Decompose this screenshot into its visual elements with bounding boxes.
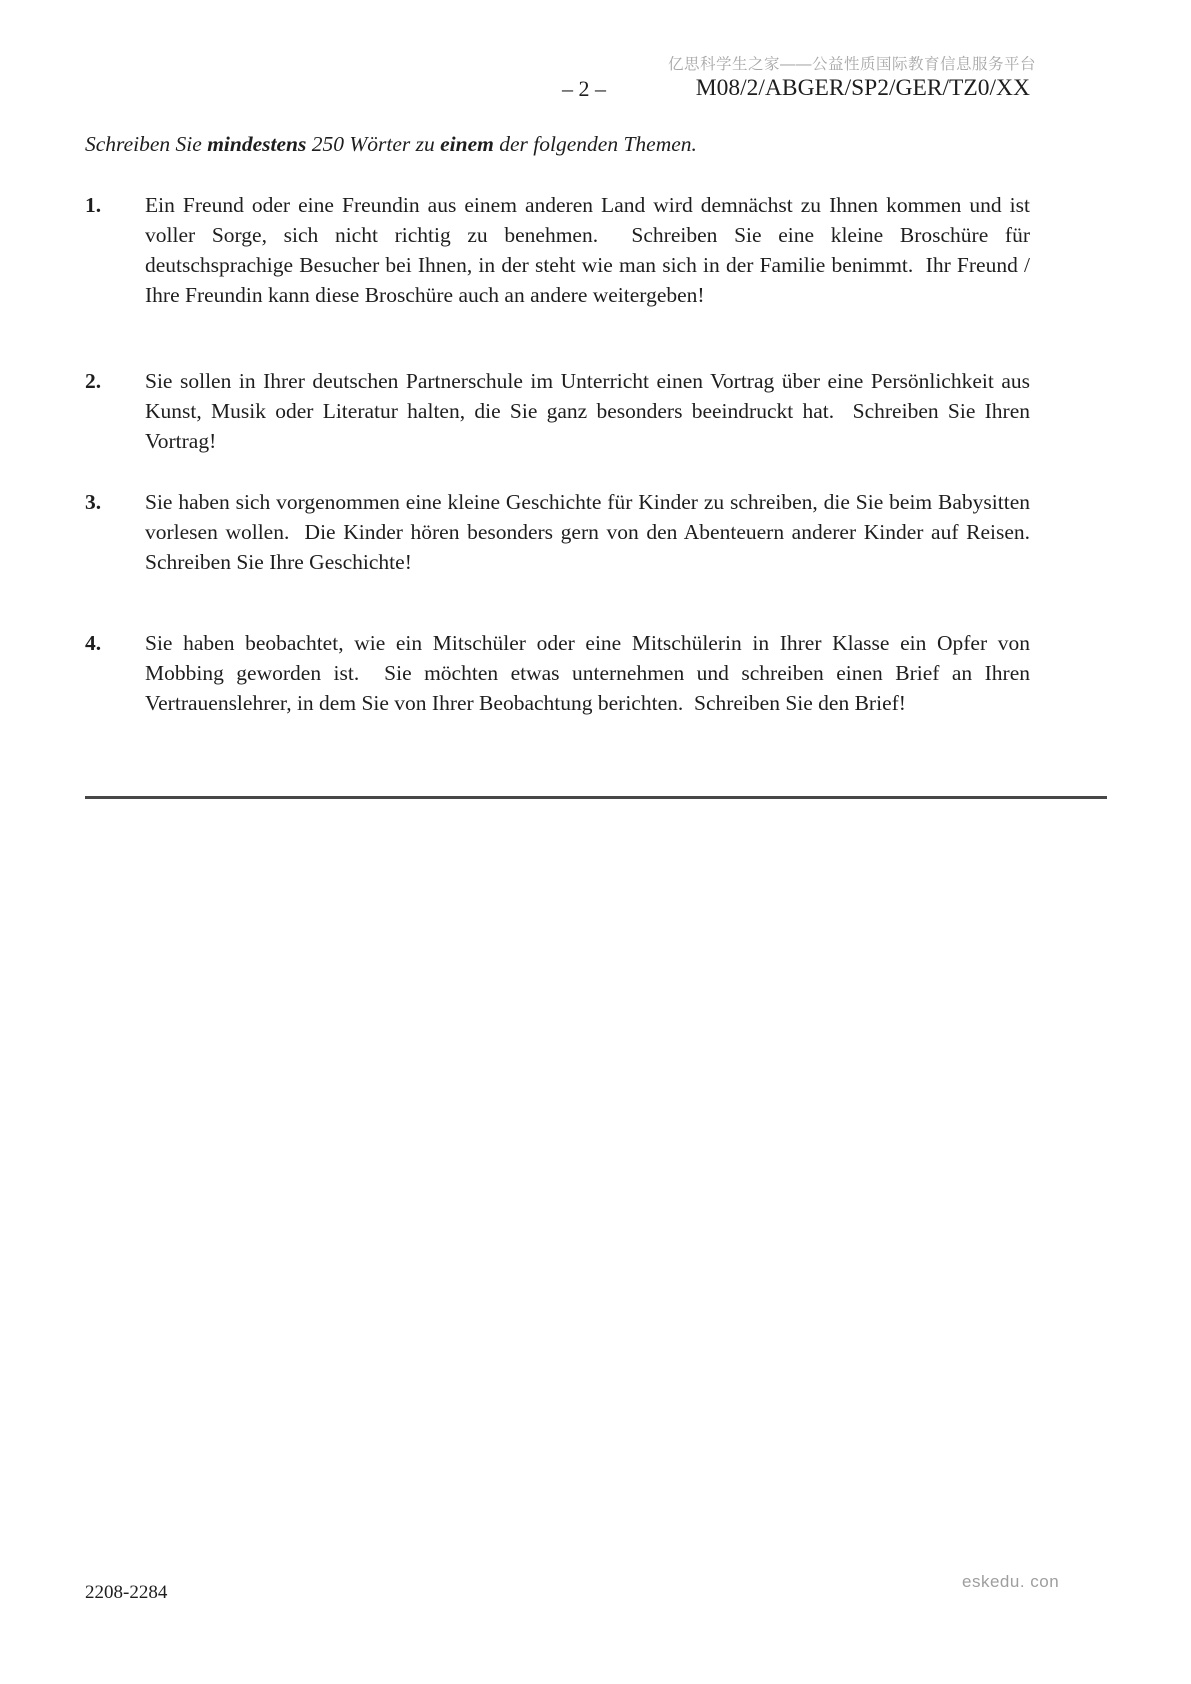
- task-text: Sie haben beobachtet, wie ein Mitschüler oder eine Mitschülerin in Ihrer Klasse ein Opfer von Mobbing geworden ist. Sie möchten etwas unternehmen und schreiben einen Brief an Ihren Vertrauenslehrer, in dem Sie von Ihrer Beobachtung berichten. Schreiben Sie den Brief!: [145, 631, 1036, 715]
- site-watermark-footer: eskedu. con: [962, 1572, 1060, 1591]
- footer-divider-line: [85, 796, 1107, 799]
- task-text: Sie sollen in Ihrer deutschen Partnerschule im Unterricht einen Vortrag über eine Persönlichkeit aus Kunst, Musik oder Literatur halten, die Sie ganz besonders beeindruckt hat. Schreiben Sie Ihren Vortrag!: [145, 369, 1036, 453]
- instruction-text-part1: Schreiben Sie: [85, 132, 208, 156]
- task-number: 3.: [85, 490, 102, 514]
- instruction-text-part3: der folgenden Themen.: [493, 132, 697, 156]
- task-item-2: [85, 366, 1036, 456]
- site-watermark-header: 亿思科学生之家——公益性质国际教育信息服务平台: [668, 56, 1037, 73]
- task-item-3: [85, 487, 1041, 577]
- task-number: 2.: [85, 369, 102, 393]
- task-number: 1.: [85, 193, 102, 217]
- task-text: Ein Freund oder eine Freundin aus einem anderen Land wird demnächst zu Ihnen kommen und ist voller Sorge, sich nicht richtig zu benehmen. Schreiben Sie eine kleine Broschüre für deutschsprachige Besucher bei Ihnen, in der steht wie man sich in der Familie benimmt. Ihr Freund / Ihre Freundin kann diese Broschüre auch an andere weitergeben!: [145, 193, 1036, 307]
- instruction-line: [85, 132, 1045, 157]
- page-number: – 2 –: [562, 76, 606, 101]
- instruction-text-part2: 250 Wörter zu: [306, 132, 441, 156]
- task-item-4: [85, 628, 1036, 718]
- document-reference-number: 2208-2284: [85, 1582, 168, 1603]
- task-number: 4.: [85, 631, 102, 655]
- task-text: Sie haben sich vorgenommen eine kleine Geschichte für Kinder zu schreiben, die Sie beim Babysitten vorlesen wollen. Die Kinder hören besonders gern von den Abenteuern anderer Kinder auf Reisen. Schreiben Sie Ihre Geschichte!: [145, 490, 1041, 574]
- instruction-bold-einem: einem: [440, 132, 494, 156]
- exam-code: M08/2/ABGER/SP2/GER/TZ0/XX: [695, 75, 1030, 101]
- task-item-1: [85, 190, 1036, 310]
- instruction-bold-mindestens: mindestens: [207, 132, 307, 156]
